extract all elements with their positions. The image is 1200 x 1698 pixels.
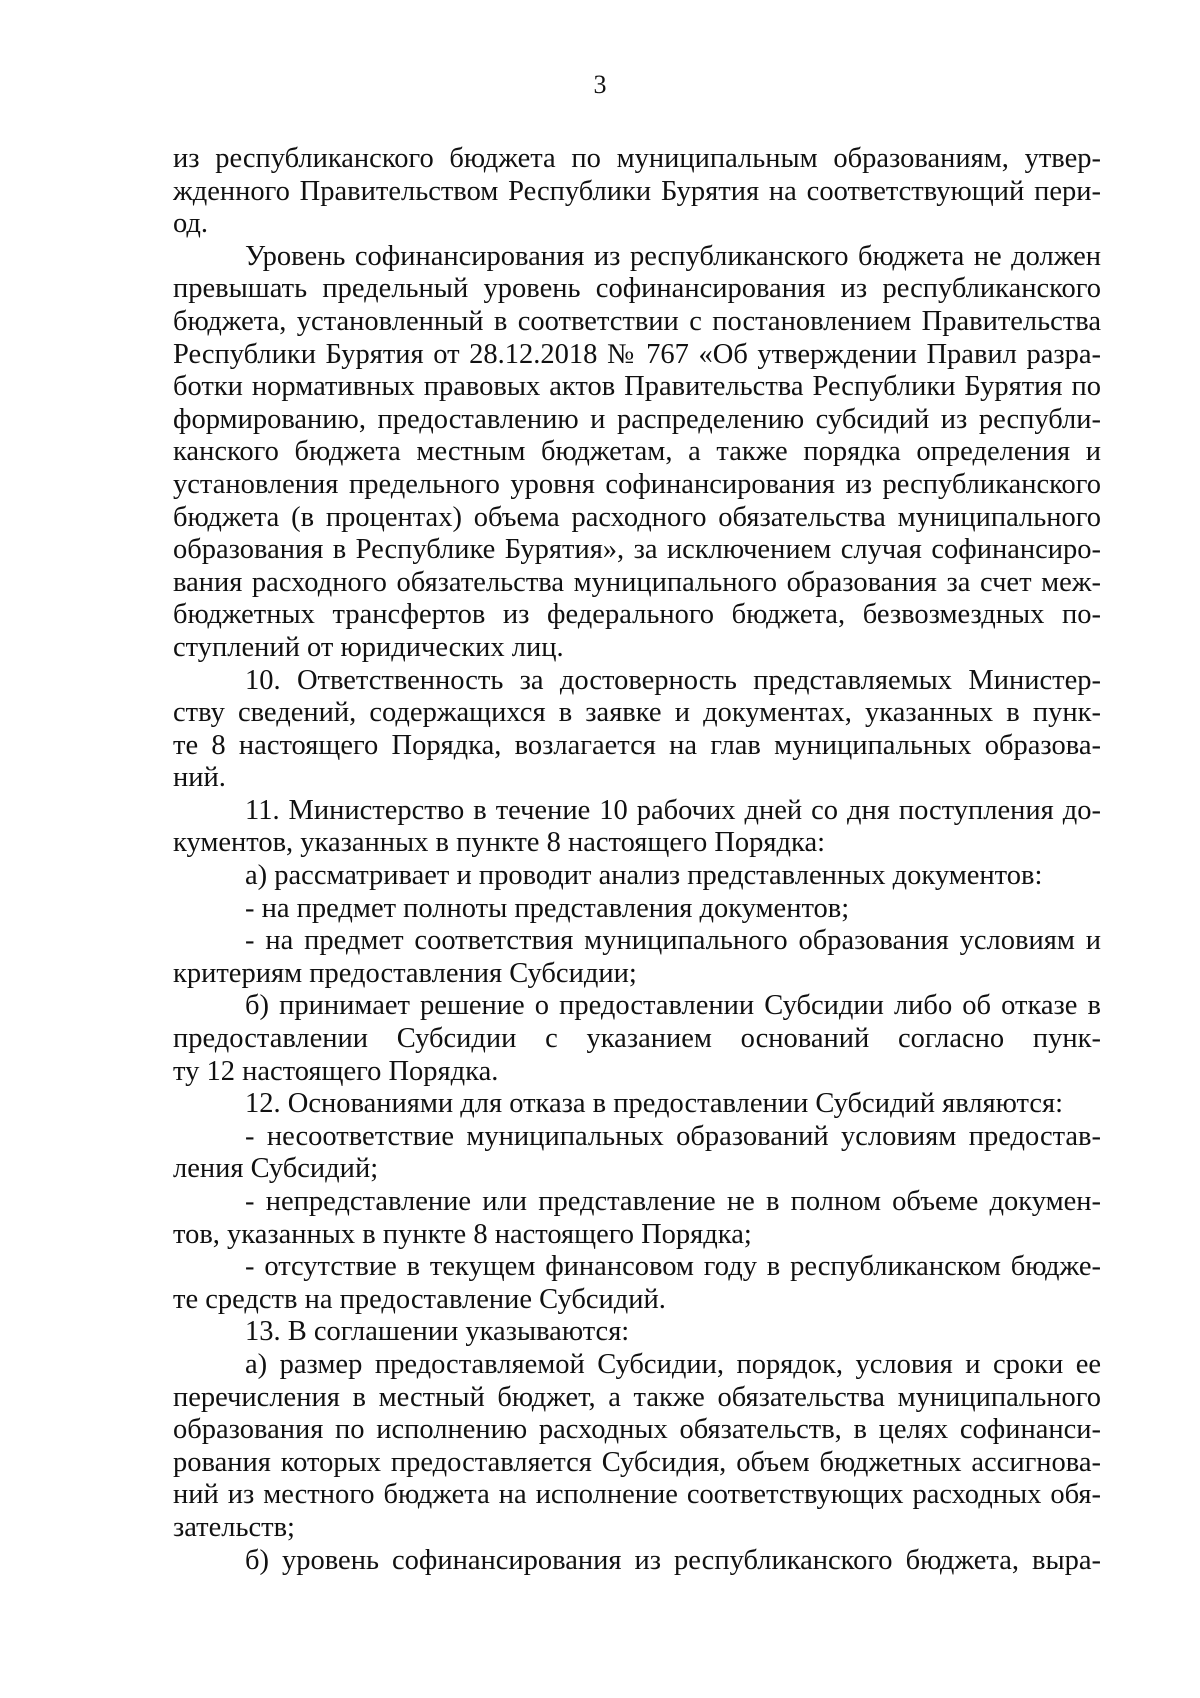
text-line: 12. Основаниями для отказа в предоставлении Субсидий являются: <box>245 1088 1063 1120</box>
text-line: - несоответствие муниципальных образований условиям предостав- <box>245 1120 1101 1152</box>
text-line: 11. Министерство в течение 10 рабочих дней со дня поступления до- <box>245 794 1101 826</box>
text-line: ления Субсидий; <box>173 1153 379 1185</box>
paragraph <box>173 241 1101 665</box>
text-line: - непредставление или представление не в полном объеме докумен- <box>245 1186 1101 1217</box>
paragraph <box>173 1349 1101 1545</box>
text-line: зательств; <box>173 1511 295 1543</box>
text-line: ний из местного бюджета на исполнение соответствующих расходных обя- <box>173 1479 1101 1511</box>
text-line: те средств на предоставление Субсидий. <box>173 1283 666 1315</box>
text-line: 10. Ответственность за достоверность представляемых Министер- <box>245 664 1101 696</box>
text-line: бюджетных трансфертов из федерального бюджета, безвозмездных по- <box>173 599 1101 631</box>
text-line: 13. В соглашении указываются: <box>245 1316 630 1348</box>
text-line: ству сведений, содержащихся в заявке и документах, указанных в пунк- <box>173 697 1101 729</box>
text-line: предоставлении Субсидии с указанием оснований согласно пунк- <box>173 1023 1101 1055</box>
paragraph <box>173 1121 1101 1186</box>
text-line: жденного Правительством Республики Бурятия на соответствующий пери- <box>173 175 1101 207</box>
text-line: - на предмет полноты представления документов; <box>245 892 850 924</box>
paragraph <box>173 1251 1101 1316</box>
text-line: ботки нормативных правовых актов Правительства Республики Бурятия по <box>173 371 1101 403</box>
text-line: - на предмет соответствия муниципального образования условиям и <box>245 925 1101 957</box>
paragraph <box>173 1088 1101 1121</box>
text-line: б) принимает решение о предоставлении Субсидии либо об отказе в <box>245 990 1101 1022</box>
document-body <box>173 143 1101 1577</box>
text-line: превышать предельный уровень софинансирования из республиканского <box>173 273 1101 305</box>
text-line: канского бюджета местным бюджетам, а также порядка определения и <box>173 436 1101 468</box>
text-line: образования в Республике Бурятия», за исключением случая софинансиро- <box>173 534 1101 566</box>
text-line: а) размер предоставляемой Субсидии, порядок, условия и сроки ее <box>245 1348 1101 1380</box>
text-line: - отсутствие в текущем финансовом году в республиканском бюдже- <box>245 1251 1101 1283</box>
text-line: а) рассматривает и проводит анализ представленных документов: <box>245 860 1043 892</box>
text-line: ступлений от юридических лиц. <box>173 631 564 663</box>
text-line: Уровень софинансирования из республиканского бюджета не должен <box>245 240 1101 272</box>
text-line: бюджета, установленный в соответствии с постановлением Правительства <box>173 305 1101 337</box>
text-line: ний. <box>173 762 226 794</box>
text-line: из республиканского бюджета по муниципальным образованиям, утвер- <box>173 143 1101 174</box>
text-line: бюджета (в процентах) объема расходного обязательства муниципального <box>173 501 1101 533</box>
text-line: од. <box>173 208 209 240</box>
paragraph <box>173 795 1101 860</box>
text-line: установления предельного уровня софинансирования из республиканского <box>173 468 1101 500</box>
text-line: те 8 настоящего Порядка, возлагается на глав муниципальных образова- <box>173 729 1101 761</box>
text-line: тов, указанных в пункте 8 настоящего Порядка; <box>173 1218 752 1250</box>
paragraph <box>173 893 1101 926</box>
paragraph <box>173 1186 1101 1251</box>
text-line: формированию, предоставлению и распределению субсидий из республи- <box>173 403 1101 435</box>
text-line: Республики Бурятия от 28.12.2018 № 767 «Об утверждении Правил разра- <box>173 338 1101 370</box>
page-number: 3 <box>593 70 607 99</box>
text-line: вания расходного обязательства муниципального образования за счет меж- <box>173 566 1101 598</box>
text-line: критериям предоставления Субсидии; <box>173 957 637 989</box>
paragraph <box>173 925 1101 990</box>
text-line: кументов, указанных в пункте 8 настоящего Порядка: <box>173 827 826 859</box>
text-line: б) уровень софинансирования из республиканского бюджета, выра- <box>245 1544 1101 1576</box>
text-line: ту 12 настоящего Порядка. <box>173 1055 499 1087</box>
paragraph <box>173 665 1101 795</box>
paragraph <box>173 990 1101 1088</box>
paragraph <box>173 860 1101 893</box>
paragraph <box>173 1316 1101 1349</box>
text-line: образования по исполнению расходных обязательств, в целях софинанси- <box>173 1414 1101 1446</box>
paragraph <box>173 1545 1101 1578</box>
text-line: перечисления в местный бюджет, а также обязательства муниципального <box>173 1381 1101 1413</box>
text-line: рования которых предоставляется Субсидия, объем бюджетных ассигнова- <box>173 1446 1101 1478</box>
paragraph <box>173 143 1101 241</box>
